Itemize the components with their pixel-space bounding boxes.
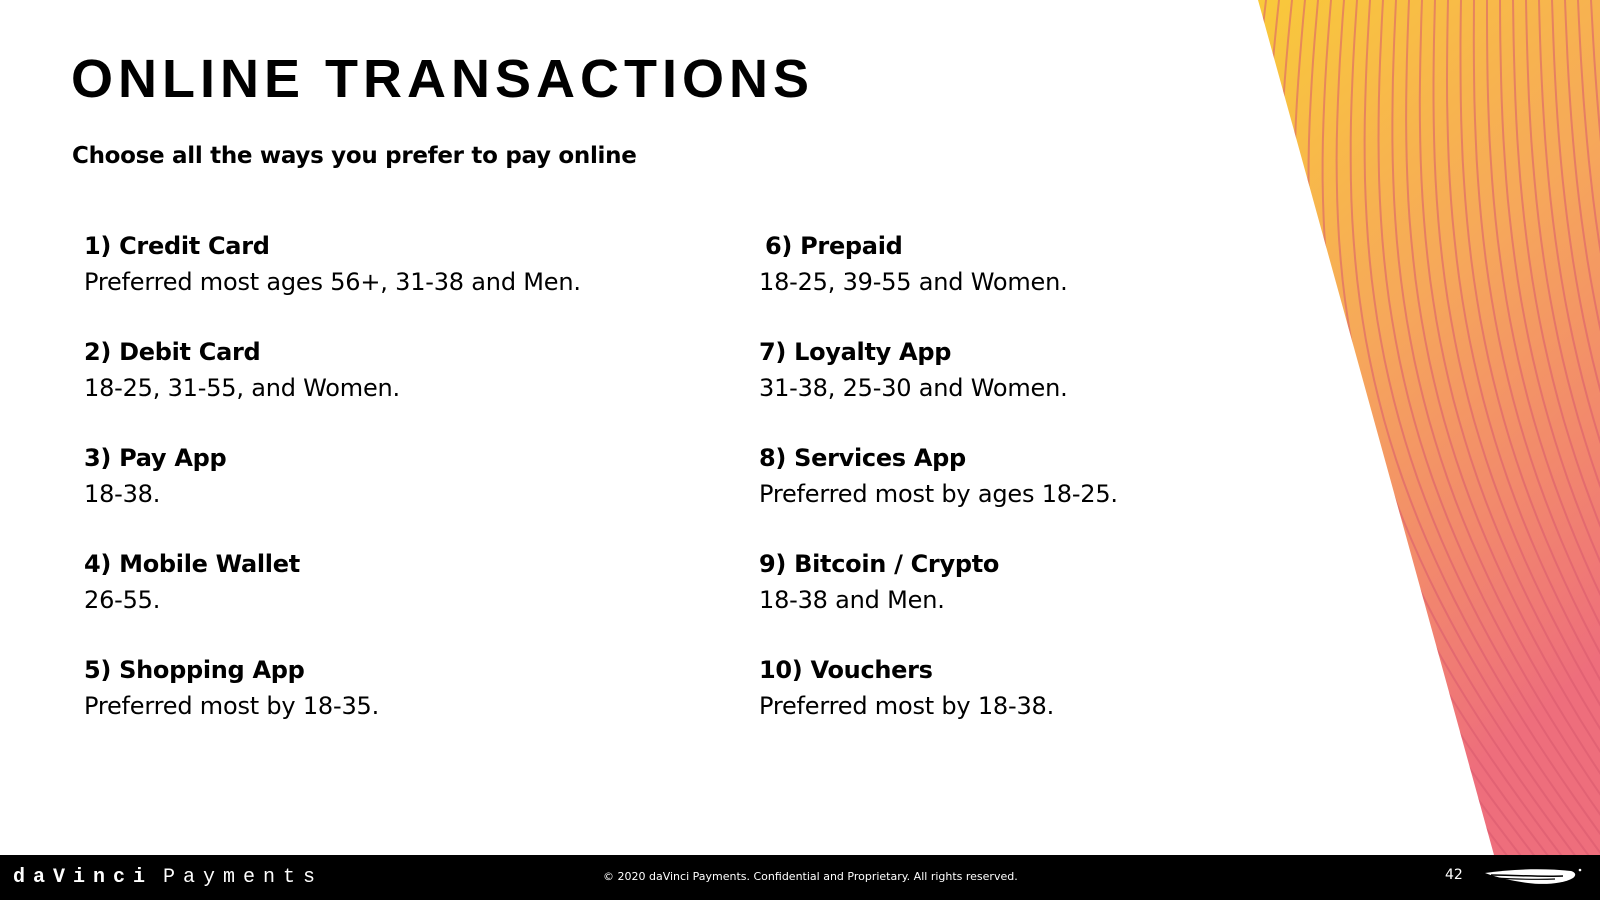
brand-wordmark (13, 866, 323, 889)
list-item-debit-card (84, 334, 400, 406)
page-subtitle: Choose all the ways you prefer to pay online (72, 143, 637, 169)
item-heading: 10) Vouchers (759, 656, 933, 684)
list-item-mobile-wallet (84, 546, 300, 618)
list-item-loyalty-app (759, 334, 1068, 406)
item-description: 26-55. (84, 586, 161, 614)
item-heading: 2) Debit Card (84, 338, 261, 366)
copyright-notice: © 2020 daVinci Payments. Confidential and Proprietary. All rights reserved. (603, 870, 1018, 883)
item-heading: 5) Shopping App (84, 656, 305, 684)
page-number: 42 (1445, 867, 1463, 883)
page-title: ONLINE TRANSACTIONS (71, 49, 814, 109)
brand-name-bold: daVinci (13, 866, 154, 889)
brand-name-light: Payments (163, 866, 324, 889)
item-description: 18-25, 39-55 and Women. (759, 268, 1068, 296)
item-description: 31-38, 25-30 and Women. (759, 374, 1068, 402)
item-heading: 1) Credit Card (84, 232, 270, 260)
list-item-credit-card (84, 228, 581, 300)
item-heading: 4) Mobile Wallet (84, 550, 300, 578)
item-heading: 9) Bitcoin / Crypto (759, 550, 1000, 578)
footer-bar (0, 855, 1600, 900)
item-description: Preferred most by ages 18-25. (759, 480, 1118, 508)
list-item-shopping-app (84, 652, 379, 724)
item-heading: 8) Services App (759, 444, 966, 472)
winged-logo-icon (1483, 865, 1583, 891)
item-heading: 7) Loyalty App (759, 338, 952, 366)
item-description: Preferred most ages 56+, 31-38 and Men. (84, 268, 581, 296)
list-item-prepaid (759, 228, 1068, 300)
item-heading: 6) Prepaid (765, 232, 903, 260)
list-item-services-app (759, 440, 1118, 512)
item-description: Preferred most by 18-38. (759, 692, 1055, 720)
item-description: 18-25, 31-55, and Women. (84, 374, 400, 402)
item-description: 18-38. (84, 480, 161, 508)
list-item-bitcoin-crypto (759, 546, 999, 618)
item-description: Preferred most by 18-35. (84, 692, 380, 720)
item-description: 18-38 and Men. (759, 586, 945, 614)
list-item-pay-app (84, 440, 226, 512)
list-item-vouchers (759, 652, 1054, 724)
item-heading: 3) Pay App (84, 444, 227, 472)
